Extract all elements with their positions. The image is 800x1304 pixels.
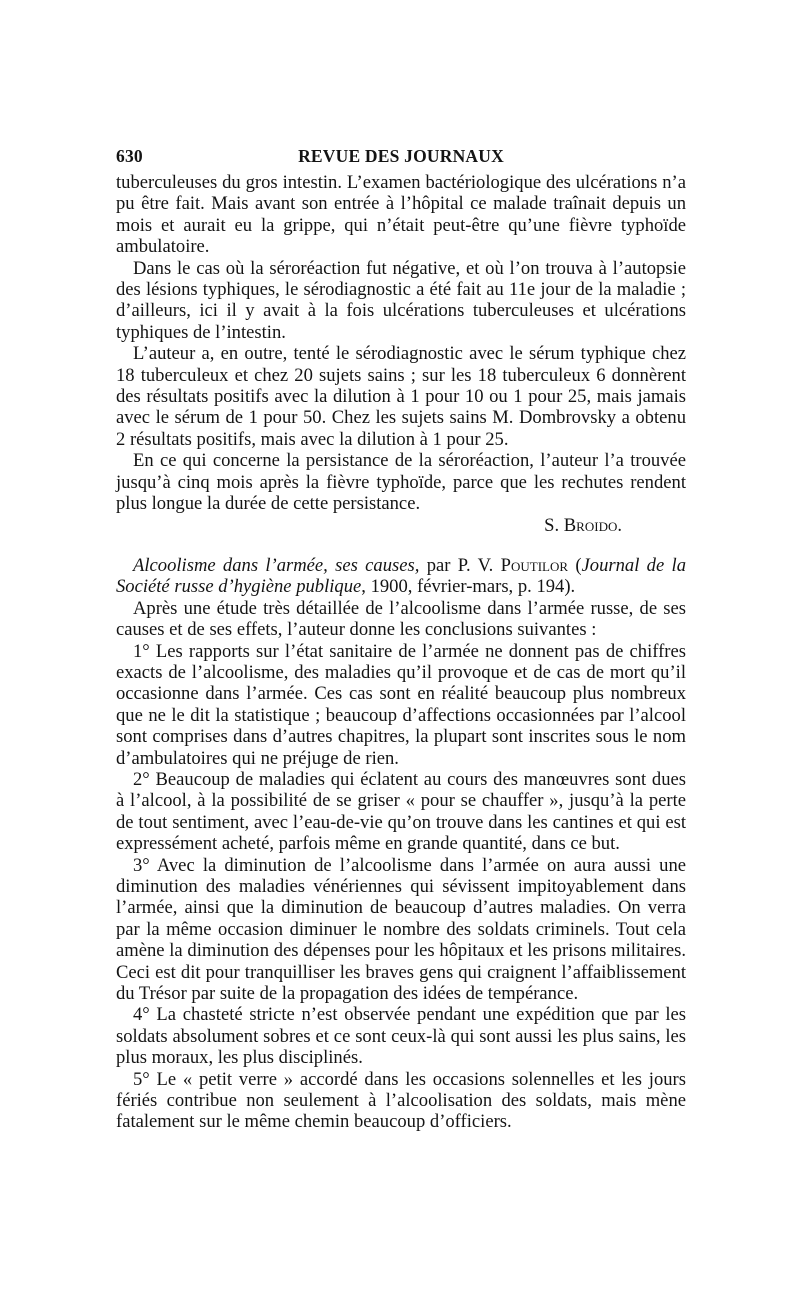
source-details: , 1900, février-mars, p. 194). — [361, 576, 576, 598]
signature-name: S. Broido. — [544, 514, 622, 536]
conclusion-item: 5° Le « petit verre » accordé dans les occasions solennelles et les jours fériés contribue non seulement à l’alcoolisation des soldats, mais mène fatalement sur le même chemin beaucoup d’officiers. — [116, 1068, 686, 1133]
paragraph: Après une étude très détaillée de l’alcoolisme dans l’armée russe, de ses causes et de ses effets, l’auteur donne les conclusions suivantes : — [116, 597, 686, 641]
paragraph: tuberculeuses du gros intestin. L’examen bactériologique des ulcérations n’a pu être fait. Mais avant son entrée à l’hôpital ce malade traînait depuis un mois et aurait eu la grippe, qui n’était peut-être qu’une fièvre typhoïde ambulatoire. — [116, 172, 686, 258]
paragraph: En ce qui concerne la persistance de la séroréaction, l’auteur l’a trouvée jusqu’à cinq mois après la fièvre typhoïde, parce que les rechutes rendent plus longue la durée de cette persistance. — [116, 450, 686, 515]
article-title: Alcoolisme dans l’armée, ses causes, — [133, 554, 420, 576]
paragraph: L’auteur a, en outre, tenté le sérodiagnostic avec le sérum typhique chez 18 tuberculeux et chez 20 sujets sains ; sur les 18 tuberculeux 6 donnèrent des résultats positifs avec la dilution à 1 pour 10 ou 1 pour 25, mais jamais avec le sérum de 1 pour 50. Chez les sujets sains M. Dombrovsky a obtenu 2 résultats positifs, mais avec la dilution à 1 pour 25. — [116, 343, 686, 450]
journal-title: REVUE DES JOURNAUX — [298, 146, 504, 166]
article-author: Poutilor — [500, 554, 569, 576]
article-heading — [116, 555, 686, 598]
byline-text: par P. V. — [419, 554, 501, 576]
conclusion-item: 3° Avec la diminution de l’alcoolisme dans l’armée on aura aussi une diminution des maladies vénériennes qui sévissent impitoyablement dans l’armée, ainsi que la diminution de beaucoup d’autres maladies. On verra par la même occasion diminuer le nombre des soldats criminels. Tout cela amène la diminution des dépenses pour les hôpitaux et les prisons militaires. Ceci est dit pour tranquilliser les braves gens qui craignent l’affaiblissement du Trésor par suite de la propagation des idées de tempérance. — [116, 854, 686, 1005]
source-journal: Journal de la Société russe d’hygiène publique — [116, 554, 686, 598]
conclusion-item: 4° La chasteté stricte n’est observée pendant une expédition que par les soldats absolument sobres et ce sont ceux-là qui sont aussi les plus sains, les plus moraux, les plus disciplinés. — [116, 1004, 686, 1069]
section-gap — [116, 536, 686, 555]
running-head — [116, 146, 686, 170]
page-number: 630 — [116, 146, 143, 166]
conclusion-item: 2° Beaucoup de maladies qui éclatent au cours des manœuvres sont dues à l’alcool, à la possibilité de se griser « pour se chauffer », jusqu’à la perte de tout sentiment, avec l’eau-de-vie qu’on trouve dans les cantines et qui est expressément acheté, parfois même en grande quantité, dans ce but. — [116, 768, 686, 855]
source-open: ( — [568, 554, 582, 576]
conclusion-item: 1° Les rapports sur l’état sanitaire de l’armée ne donnent pas de chiffres exacts de l’alcoolisme, des maladies qu’il provoque et de cas de mort qu’il occasionne dans l’armée. Ces cas sont en réalité beaucoup plus nombreux que ne le dit la statistique ; beaucoup d’affections occasionnées par l’alcool sont comprises dans d’autres chapitres, la plupart sont inscrites sous le nom d’ambulatoires qui ne préjuge de rien. — [116, 640, 686, 769]
paragraph: Dans le cas où la séroréaction fut négative, et où l’on trouva à l’autopsie des lésions typhiques, le sérodiagnostic a été fait au 11e jour de la maladie ; d’ailleurs, ici il y avait à la fois ulcérations tuberculeuses et ulcérations typhiques de l’intestin. — [116, 257, 686, 343]
page-body — [116, 172, 686, 1133]
author-signature — [116, 515, 686, 536]
